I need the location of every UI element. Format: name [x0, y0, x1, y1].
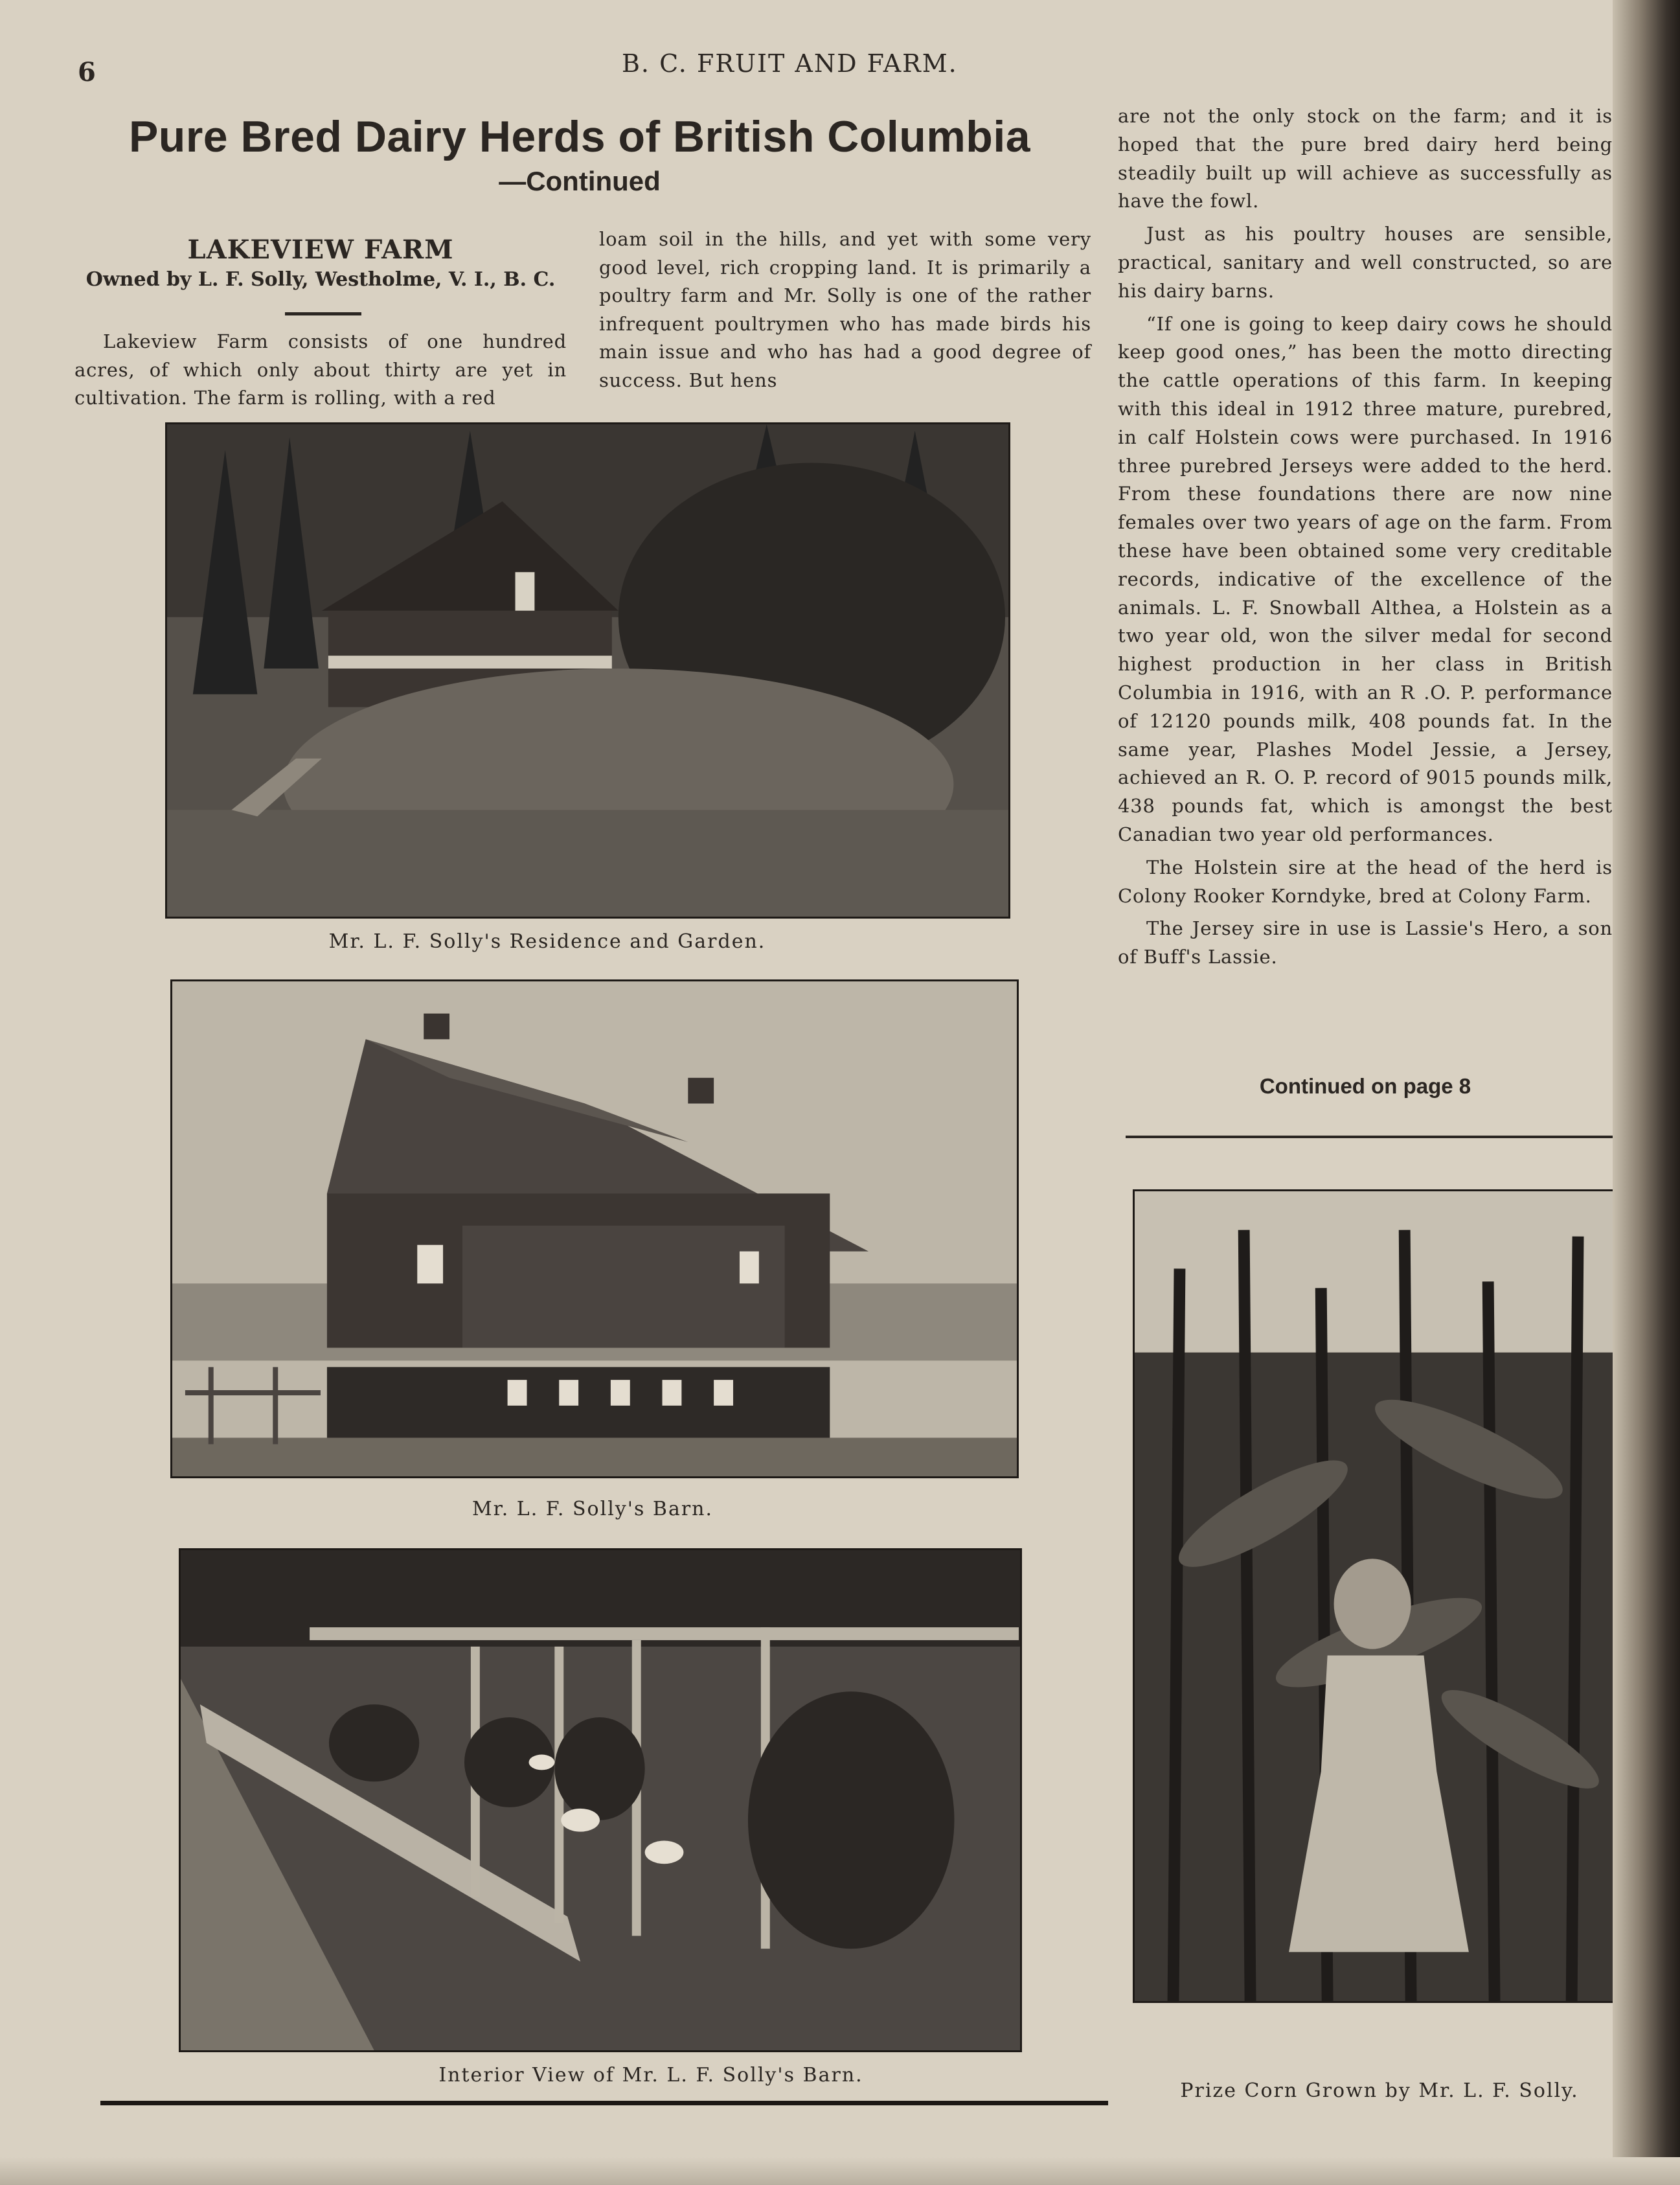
column-3-paragraph-5: The Jersey sire in use is Lassie's Hero, a son of Buff's Lassie. — [1118, 917, 1613, 968]
section-owner: Owned by L. F. Solly, Westholme, V. I., B. C. — [85, 268, 556, 291]
column-2-paragraph: loam soil in the hills, and yet with some very good level, rich cropping land. It is primarily a poultry farm and Mr. Solly is one of the rather infrequent poultrymen who has made birds his main issue and who has had a good degree of success. But hens — [599, 228, 1091, 391]
section-heading: LAKEVIEW FARM — [187, 235, 454, 265]
column-3-paragraph-2: Just as his poultry houses are sensible, practical, sanitary and well constructed, so are his dairy barns. — [1118, 223, 1613, 302]
right-column-rule — [1126, 1136, 1613, 1138]
running-head: B. C. FRUIT AND FARM. — [622, 49, 958, 78]
barn-photo — [170, 979, 1019, 1478]
column-3 — [1118, 102, 1613, 976]
page-bottom-edge — [0, 2157, 1680, 2185]
short-rule — [285, 312, 361, 315]
article-title: Pure Bred Dairy Herds of British Columbia — [128, 112, 1031, 161]
page-gutter-shadow — [1613, 0, 1680, 2185]
corn-caption: Prize Corn Grown by Mr. L. F. Solly. — [1180, 2079, 1579, 2102]
page-number: 6 — [78, 57, 96, 87]
interior-photo — [179, 1548, 1022, 2052]
column-3-paragraph-3: “If one is going to keep dairy cows he should keep good ones,” has been the motto directing the cattle operations of this farm. In keeping with this ideal in 1912 three mature, purebred, in calf Holstein cows were purchased. In 1916 three purebred Jerseys were added to the herd. From these foundations there are now nine females over two years of age on the farm. From these have been obtained some very creditable records, indicative of the excellence of the animals. L. F. Snowball Althea, a Holstein as a two year old, won the silver medal for second highest production in her class in British Columbia in 1916, with an R .O. P. performance of 12120 pounds milk, 408 pounds fat. In the same year, Plashes Model Jessie, a Jersey, achieved an R. O. P. record of 9015 pounds milk, 438 pounds fat, which is amongst the best Canadian two year old performances. — [1118, 312, 1613, 845]
column-3-paragraph-4: The Holstein sire at the head of the herd is Colony Rooker Korndyke, bred at Colony Farm. — [1118, 856, 1613, 907]
interior-caption: Interior View of Mr. L. F. Solly's Barn. — [438, 2064, 863, 2087]
residence-photo — [165, 422, 1010, 919]
column-2 — [599, 225, 1091, 395]
continued-notice: Continued on page 8 — [1259, 1074, 1471, 1098]
barn-caption: Mr. L. F. Solly's Barn. — [471, 1498, 714, 1520]
corn-photo — [1133, 1189, 1626, 2003]
residence-caption: Mr. L. F. Solly's Residence and Garden. — [328, 930, 766, 953]
article-subtitle: —Continued — [499, 166, 661, 196]
column-1 — [74, 328, 567, 413]
bottom-rule — [100, 2101, 1108, 2105]
column-1-paragraph: Lakeview Farm consists of one hundred acres, of which only about thirty are yet in cultivation. The farm is rolling, with a red — [74, 330, 567, 409]
column-3-paragraph-1: are not the only stock on the farm; and it is hoped that the pure bred dairy herd being steadily built up will achieve as successfully as have the fowl. — [1118, 105, 1613, 212]
